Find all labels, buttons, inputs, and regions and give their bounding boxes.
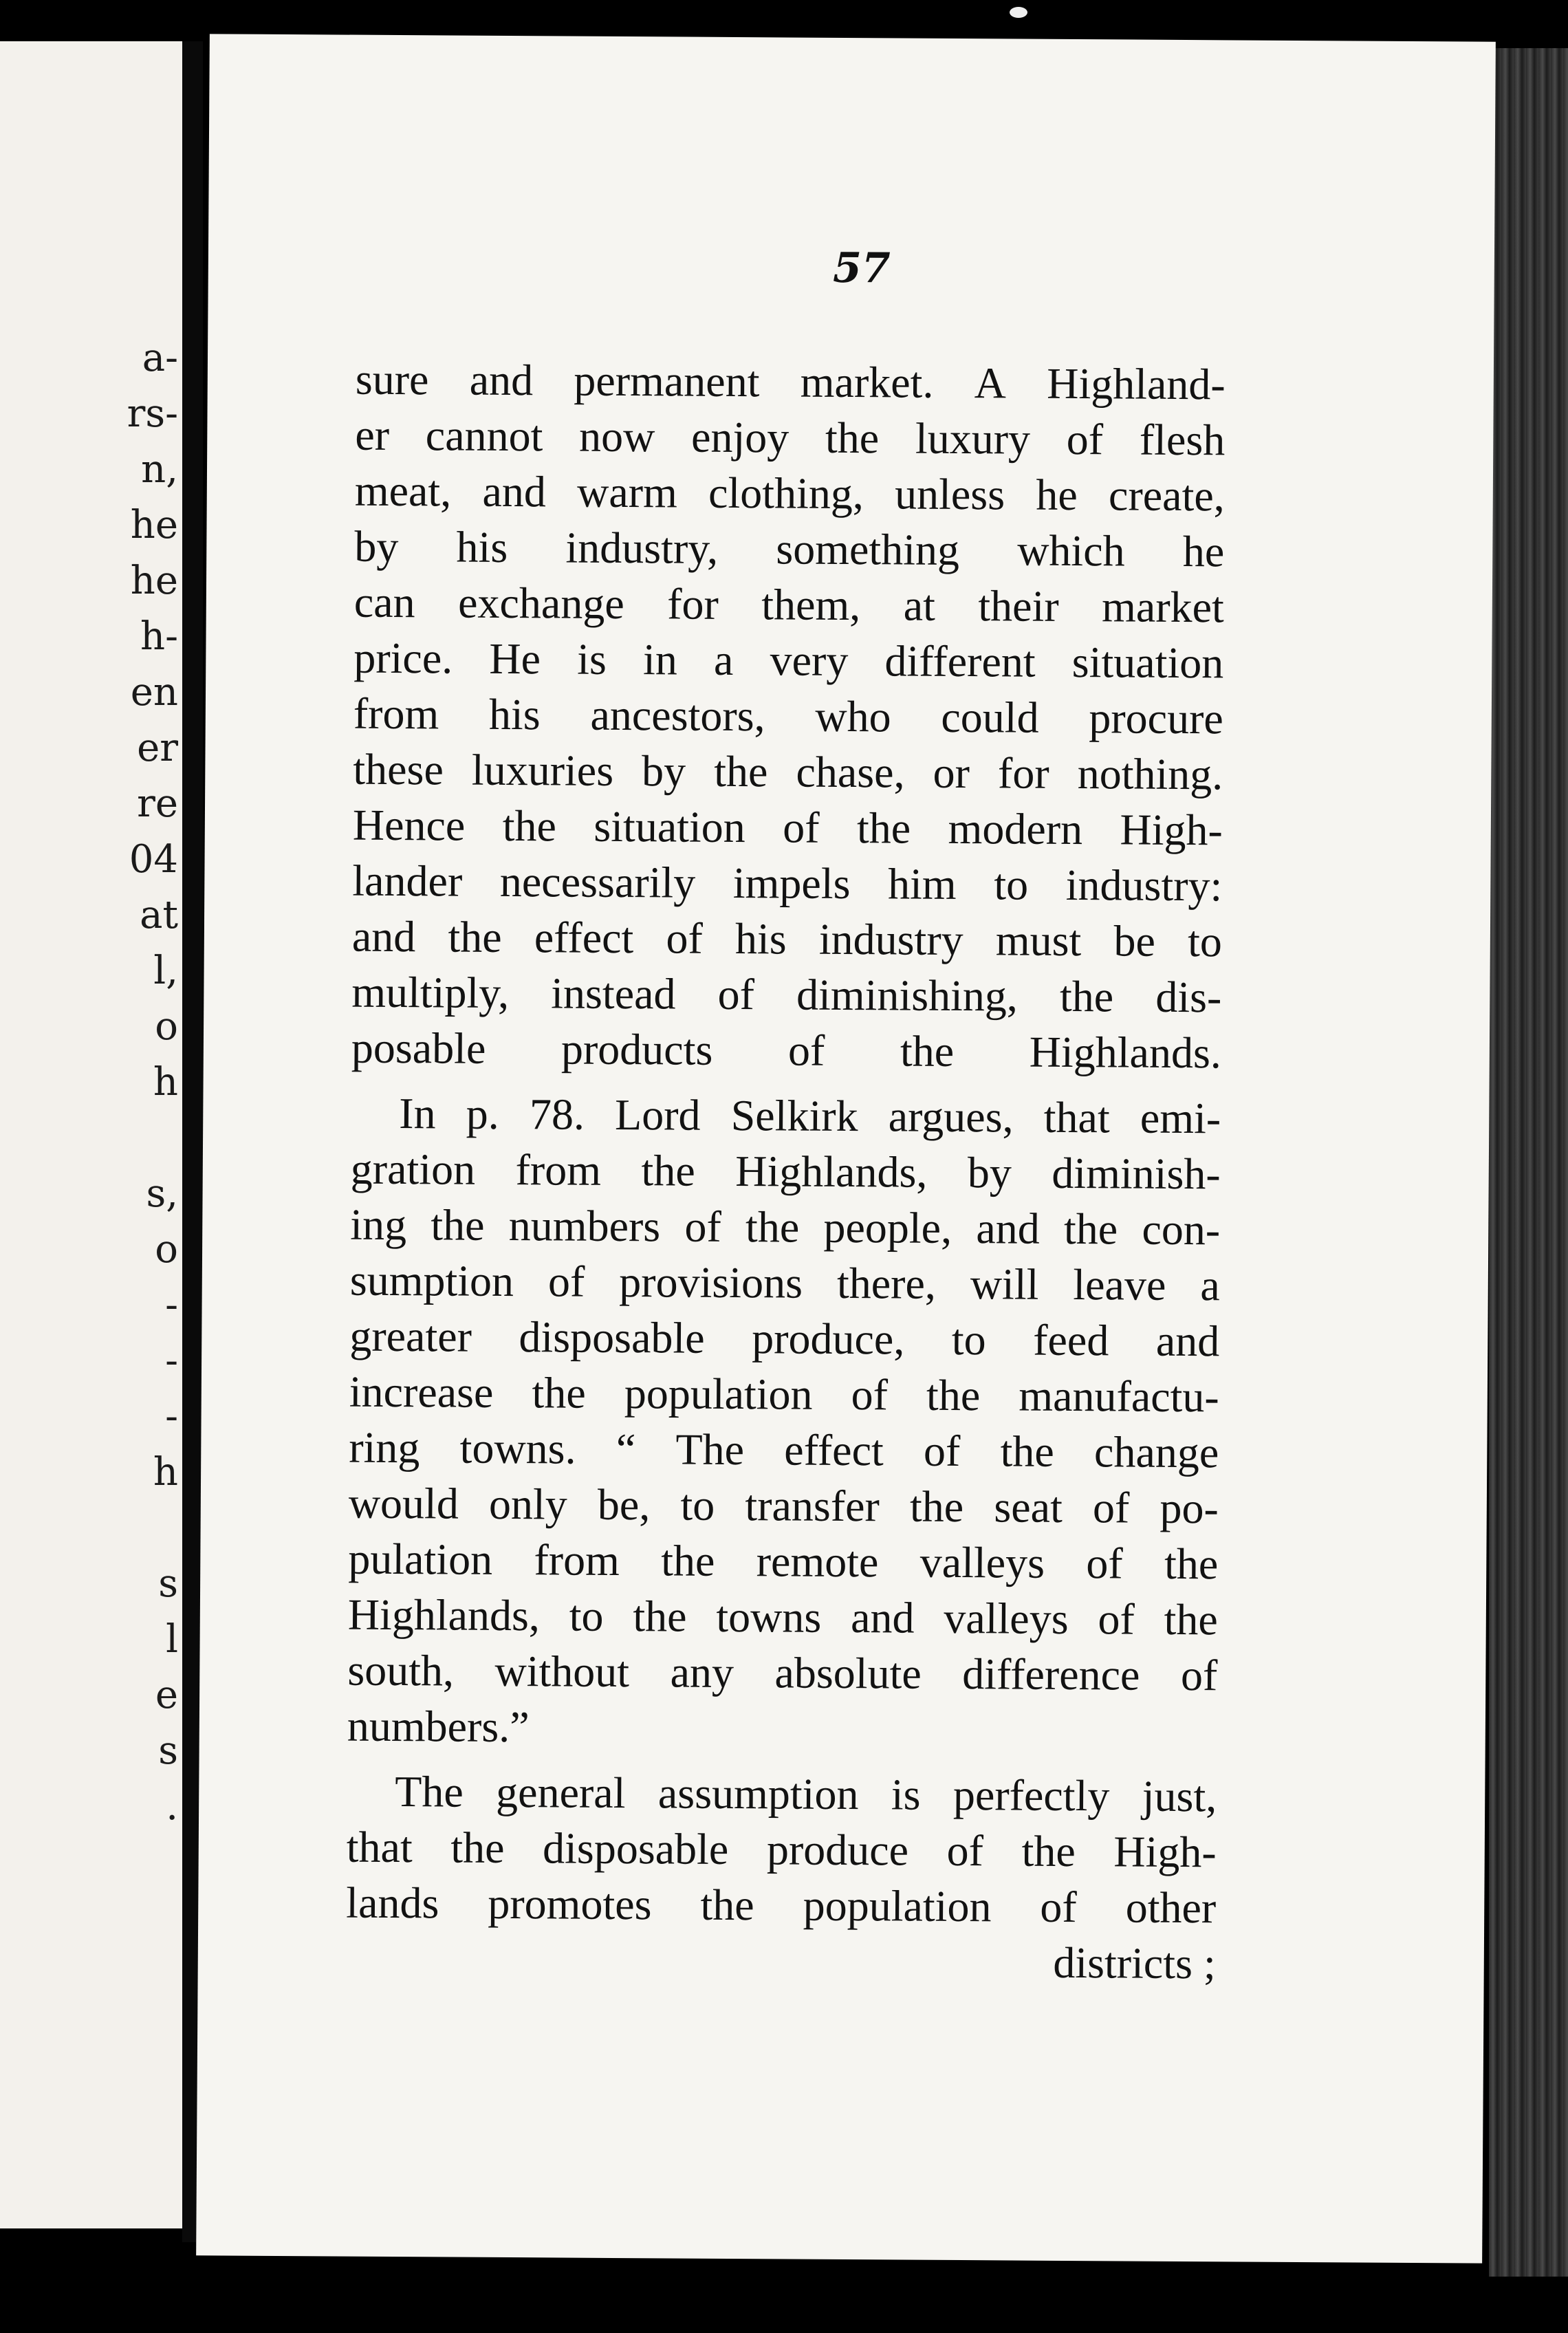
word: of xyxy=(946,1825,984,1876)
word: effect xyxy=(534,913,634,963)
previous-page-fragment-line: - xyxy=(165,1394,178,1439)
word: different xyxy=(884,636,1036,686)
previous-page-fragment-line: l xyxy=(166,1617,178,1662)
word: exchange xyxy=(457,578,624,629)
word: of xyxy=(787,1026,825,1075)
word: Highland- xyxy=(1047,358,1226,409)
word: High- xyxy=(1120,805,1223,855)
page-edges xyxy=(1489,48,1568,2277)
word: and xyxy=(469,355,534,405)
text-line xyxy=(349,1308,1219,1369)
word: of xyxy=(1086,1539,1123,1588)
word: the xyxy=(1164,1539,1219,1589)
previous-page-fragment-line: en xyxy=(130,670,178,715)
word: of xyxy=(1098,1594,1135,1644)
previous-page-fragment-line: o xyxy=(155,1227,178,1272)
word: meat, xyxy=(354,466,452,516)
word: promotes xyxy=(488,1878,652,1929)
word: these xyxy=(353,744,444,794)
word: the xyxy=(700,1880,754,1930)
word: perfectly xyxy=(952,1770,1110,1821)
word: High- xyxy=(1113,1827,1217,1877)
word: of xyxy=(717,969,755,1019)
previous-page-fragment-line: s xyxy=(158,1561,178,1606)
word: in xyxy=(642,635,678,684)
word: industry: xyxy=(1065,860,1223,911)
word: will xyxy=(970,1259,1039,1309)
word: create, xyxy=(1108,470,1225,521)
word: without xyxy=(494,1646,630,1697)
word: valleys xyxy=(944,1593,1069,1643)
previous-page-fragment-line: h xyxy=(153,1060,178,1105)
word: difference xyxy=(962,1649,1140,1700)
word: the xyxy=(909,1482,964,1532)
word: feed xyxy=(1032,1315,1109,1365)
word: sumption xyxy=(349,1255,514,1306)
word: er xyxy=(355,410,390,459)
word: chase, xyxy=(796,747,905,797)
word: that xyxy=(346,1822,413,1872)
word: numbers xyxy=(508,1201,661,1251)
word: south, xyxy=(347,1645,455,1695)
word: now xyxy=(578,411,655,462)
previous-page-fragment xyxy=(0,41,182,2228)
word: impels xyxy=(732,858,851,909)
word: the xyxy=(450,1823,505,1872)
previous-page-fragment-line: re xyxy=(137,781,178,826)
word: change xyxy=(1093,1427,1219,1477)
word: from xyxy=(353,688,439,739)
word: absolute xyxy=(774,1648,922,1698)
previous-page-fragment-line: rs- xyxy=(127,391,178,436)
word: warm xyxy=(576,467,678,517)
previous-page-fragment-line xyxy=(96,1500,178,1556)
word: procure xyxy=(1089,693,1224,744)
word: for xyxy=(997,748,1049,798)
word: ring xyxy=(349,1422,420,1473)
word: people, xyxy=(823,1202,952,1252)
word: multiply, xyxy=(351,967,510,1018)
word: the xyxy=(1021,1826,1076,1876)
word: the xyxy=(641,1146,695,1195)
word: sure xyxy=(355,354,429,404)
word: Highlands, xyxy=(735,1147,928,1197)
word: by xyxy=(967,1148,1012,1197)
word: his xyxy=(456,522,508,572)
word: gration xyxy=(350,1144,476,1194)
word: could xyxy=(941,692,1039,742)
text-line xyxy=(356,351,1226,413)
word: of xyxy=(547,1257,585,1306)
word: a xyxy=(713,635,734,684)
word: by xyxy=(354,521,399,572)
word: any xyxy=(670,1647,734,1697)
word: of xyxy=(783,803,820,852)
word: of xyxy=(1066,414,1104,464)
word: the xyxy=(745,1202,800,1252)
word: assumption xyxy=(657,1768,859,1819)
word: is xyxy=(891,1770,921,1819)
previous-page-fragment-line: er xyxy=(137,726,178,770)
word: the xyxy=(856,803,911,853)
word: diminishing, xyxy=(796,970,1019,1021)
text-line xyxy=(350,1252,1220,1314)
text-line xyxy=(355,407,1225,468)
word: and xyxy=(976,1204,1040,1253)
text-line xyxy=(355,463,1225,524)
word: general xyxy=(495,1767,626,1818)
word: towns xyxy=(716,1592,822,1642)
word: that xyxy=(1043,1092,1110,1142)
previous-page-fragment-line: s xyxy=(158,1728,178,1773)
word: produce xyxy=(766,1825,909,1875)
word: unless xyxy=(894,469,1005,519)
word: be xyxy=(1113,916,1156,966)
word: 78. xyxy=(529,1089,585,1139)
word: the xyxy=(825,413,880,463)
word: lands xyxy=(346,1878,439,1928)
word: leave xyxy=(1073,1260,1166,1310)
word: at xyxy=(903,580,936,630)
word: from xyxy=(534,1535,620,1585)
word: the xyxy=(502,801,557,851)
text-line xyxy=(351,1020,1221,1081)
word: modern xyxy=(948,803,1083,854)
text-line xyxy=(354,574,1224,636)
word: the xyxy=(1059,971,1114,1021)
word: for xyxy=(666,579,719,629)
word: effect xyxy=(784,1425,884,1475)
previous-page-fragment-line: - xyxy=(165,1283,178,1327)
word: valleys xyxy=(919,1537,1045,1587)
word: a xyxy=(1200,1261,1220,1310)
word: nothing. xyxy=(1077,749,1223,799)
text-line xyxy=(353,630,1223,691)
word: of xyxy=(923,1426,961,1476)
word: them, xyxy=(761,580,861,630)
word: which xyxy=(1017,525,1125,576)
text-line xyxy=(346,1875,1216,1936)
word: luxury xyxy=(915,413,1031,464)
previous-page-line-endings xyxy=(96,330,178,1834)
word: he xyxy=(1182,526,1225,576)
word: provisions xyxy=(619,1257,803,1307)
word: by xyxy=(641,746,686,796)
word: pulation xyxy=(348,1534,493,1584)
word: instead xyxy=(551,968,676,1019)
word: situation xyxy=(1071,637,1224,688)
word: only xyxy=(488,1479,567,1529)
page-number: 57 xyxy=(832,243,891,293)
word: flesh xyxy=(1139,415,1226,465)
text-line xyxy=(352,909,1222,970)
previous-page-fragment-line: o xyxy=(155,1004,178,1049)
word: the xyxy=(1063,1204,1118,1254)
word: disposable xyxy=(542,1823,729,1874)
text-line xyxy=(351,1085,1221,1147)
word: remote xyxy=(756,1537,879,1587)
word: enjoy xyxy=(690,412,790,462)
previous-page-fragment-line xyxy=(96,1110,178,1166)
word: his xyxy=(488,689,541,739)
previous-page-fragment-line: he xyxy=(130,558,178,603)
word: Highlands. xyxy=(1029,1027,1222,1078)
word: disposable xyxy=(519,1312,705,1363)
word: the xyxy=(633,1592,687,1641)
word: seat xyxy=(994,1482,1063,1532)
word: manufactu- xyxy=(1019,1371,1219,1422)
word: other xyxy=(1125,1882,1217,1933)
word: and xyxy=(482,466,547,517)
text-line xyxy=(347,1819,1217,1880)
text-line xyxy=(348,1531,1218,1592)
word: to xyxy=(951,1314,986,1365)
word: of xyxy=(684,1202,722,1251)
text-line xyxy=(353,686,1223,747)
word: can xyxy=(353,577,415,627)
word: of xyxy=(1180,1650,1218,1700)
word: increase xyxy=(349,1367,494,1417)
previous-page-fragment-line: l, xyxy=(153,948,178,993)
word: his xyxy=(734,914,787,964)
previous-page-fragment-line: h xyxy=(153,1450,178,1495)
word: from xyxy=(515,1145,602,1195)
previous-page-fragment-line: he xyxy=(130,503,178,547)
word: cannot xyxy=(425,411,543,461)
word: very xyxy=(770,636,849,686)
word: of xyxy=(1040,1882,1077,1932)
word: argues, xyxy=(888,1092,1014,1142)
word: situation xyxy=(594,801,746,852)
word: numbers.” xyxy=(347,1701,530,1752)
text-line xyxy=(349,1364,1219,1425)
word: the xyxy=(448,912,502,962)
word: of xyxy=(666,913,704,963)
word: market xyxy=(1101,582,1225,632)
word: something xyxy=(776,524,960,574)
text-line xyxy=(348,1587,1218,1648)
text-line xyxy=(347,1698,1217,1759)
book-page xyxy=(196,34,1496,2263)
word: diminish- xyxy=(1052,1148,1221,1199)
word: price. xyxy=(353,633,453,683)
word: con- xyxy=(1142,1204,1221,1255)
word: of xyxy=(851,1370,889,1420)
word: to xyxy=(569,1591,604,1640)
word: him xyxy=(887,859,957,909)
word: or xyxy=(933,748,970,798)
word: is xyxy=(576,634,607,684)
word: population xyxy=(624,1369,813,1419)
word: “ xyxy=(616,1424,636,1474)
word: po- xyxy=(1159,1483,1219,1533)
previous-page-fragment-line: h- xyxy=(140,614,178,659)
previous-page-fragment-line: a- xyxy=(142,336,178,380)
text-line xyxy=(353,741,1223,803)
word: posable xyxy=(351,1023,486,1073)
word: products xyxy=(560,1024,713,1074)
text-line xyxy=(349,1475,1219,1537)
text-line xyxy=(347,1642,1217,1704)
word: produce, xyxy=(752,1314,905,1364)
word: luxuries xyxy=(471,745,614,795)
word: to xyxy=(994,860,1029,909)
word: the xyxy=(1000,1426,1055,1476)
word: dis- xyxy=(1155,972,1222,1022)
word: the xyxy=(926,1370,981,1420)
text-line xyxy=(351,1141,1221,1202)
word: He xyxy=(489,633,541,684)
word: the xyxy=(532,1368,586,1418)
word: and xyxy=(1155,1316,1220,1366)
word: lander xyxy=(352,856,463,906)
word: In xyxy=(399,1089,436,1138)
word: The xyxy=(395,1767,464,1816)
previous-page-fragment-line: . xyxy=(166,1784,178,1829)
word: p. xyxy=(466,1089,500,1138)
word: who xyxy=(815,691,891,741)
word: the xyxy=(660,1536,715,1585)
word: to xyxy=(680,1480,715,1530)
word: he xyxy=(1036,470,1078,520)
word: population xyxy=(803,1880,992,1931)
word: the xyxy=(900,1026,955,1076)
text-line xyxy=(350,1197,1220,1258)
dust-mark xyxy=(1010,7,1027,18)
word: ancestors, xyxy=(590,690,765,741)
word: industry xyxy=(818,914,963,965)
word: the xyxy=(1164,1594,1218,1645)
word: market. xyxy=(800,357,934,407)
previous-page-fragment-line: at xyxy=(140,893,178,937)
word: Hence xyxy=(352,800,466,850)
word: be, xyxy=(597,1479,651,1530)
word: necessarily xyxy=(499,856,696,907)
word: Lord xyxy=(614,1089,701,1140)
word: towns. xyxy=(459,1423,576,1473)
previous-page-fragment-line: e xyxy=(155,1673,178,1717)
text-line xyxy=(353,797,1223,858)
word: to xyxy=(1187,917,1223,966)
word: and xyxy=(850,1593,915,1642)
text-line xyxy=(354,519,1224,580)
word: their xyxy=(978,581,1059,631)
word: would xyxy=(348,1478,459,1528)
word: Highlands, xyxy=(347,1589,541,1640)
text-line xyxy=(347,1764,1217,1825)
word: of xyxy=(1092,1483,1130,1532)
text-line xyxy=(351,964,1221,1026)
word: must xyxy=(995,915,1082,966)
catchword: districts ; xyxy=(1053,1938,1216,1988)
word: just, xyxy=(1142,1771,1217,1821)
text-line xyxy=(352,853,1222,914)
word: clothing, xyxy=(708,468,864,519)
word: the xyxy=(714,746,768,796)
word: the xyxy=(431,1200,485,1250)
word: industry, xyxy=(565,523,719,573)
word: and xyxy=(351,911,416,962)
text-line xyxy=(349,1420,1219,1481)
previous-page-fragment-line: 04 xyxy=(129,837,178,882)
word: transfer xyxy=(745,1481,880,1531)
previous-page-fragment-line: s, xyxy=(146,1171,178,1216)
previous-page-fragment-line: n, xyxy=(141,447,178,492)
body-text xyxy=(346,351,1226,1992)
word: there, xyxy=(836,1258,937,1308)
word: The xyxy=(675,1424,745,1475)
word: ing xyxy=(350,1200,407,1250)
previous-page-fragment-line: - xyxy=(165,1338,178,1383)
word: greater xyxy=(349,1311,472,1361)
word: Selkirk xyxy=(730,1090,858,1141)
word: emi- xyxy=(1140,1093,1221,1143)
word: permanent xyxy=(574,356,760,406)
word: A xyxy=(974,358,1007,408)
